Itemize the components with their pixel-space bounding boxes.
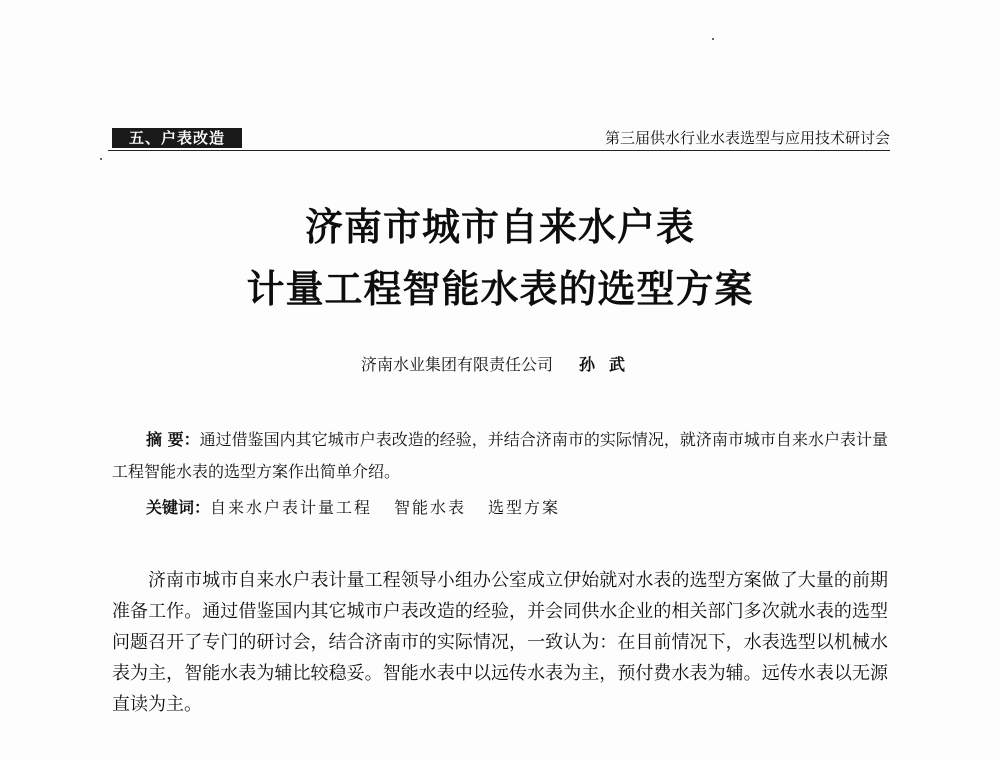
title-line-2: 计量工程智能水表的选型方案 (246, 266, 754, 311)
keywords-label: 关键词： (146, 498, 211, 517)
keyword-item: 选型方案 (488, 498, 561, 517)
scan-speck (100, 158, 102, 160)
header-rule (108, 150, 890, 151)
section-tag: 五、户表改造 (112, 128, 242, 148)
body-paragraph: 济南市城市自来水户表计量工程领导小组办公室成立伊始就对水表的选型方案做了大量的前期准备工作。通过借鉴国内其它城市户表改造的经验，并会同供水企业的相关部门多次就水表的选型问题召开了专门的研讨会，结合济南市的实际情况，一致认为：在目前情况下，水表选型以机械水表为主，智能水表为辅比较稳妥。智能水表中以远传水表为主，预付费水表为辅。远传水表以无源直读为主。 (112, 570, 888, 715)
abstract-text: 通过借鉴国内其它城市户表改造的经验，并结合济南市的实际情况，就济南市城市自来水户表计量工程智能水表的选型方案作出简单介绍。 (112, 430, 888, 481)
author: 孙武 (579, 355, 640, 374)
organization: 济南水业集团有限责任公司 (360, 355, 553, 374)
abstract (112, 424, 888, 488)
keywords (146, 496, 582, 520)
keyword-item: 智能水表 (394, 498, 467, 517)
scan-speck (712, 38, 714, 40)
abstract-label: 摘 要： (146, 430, 200, 449)
keyword-item: 自来水户表计量工程 (210, 498, 373, 517)
running-head: 第三届供水行业水表选型与应用技术研讨会 (604, 129, 890, 147)
byline (0, 352, 1000, 375)
title-line-1: 济南市城市自来水户表 (304, 204, 695, 249)
